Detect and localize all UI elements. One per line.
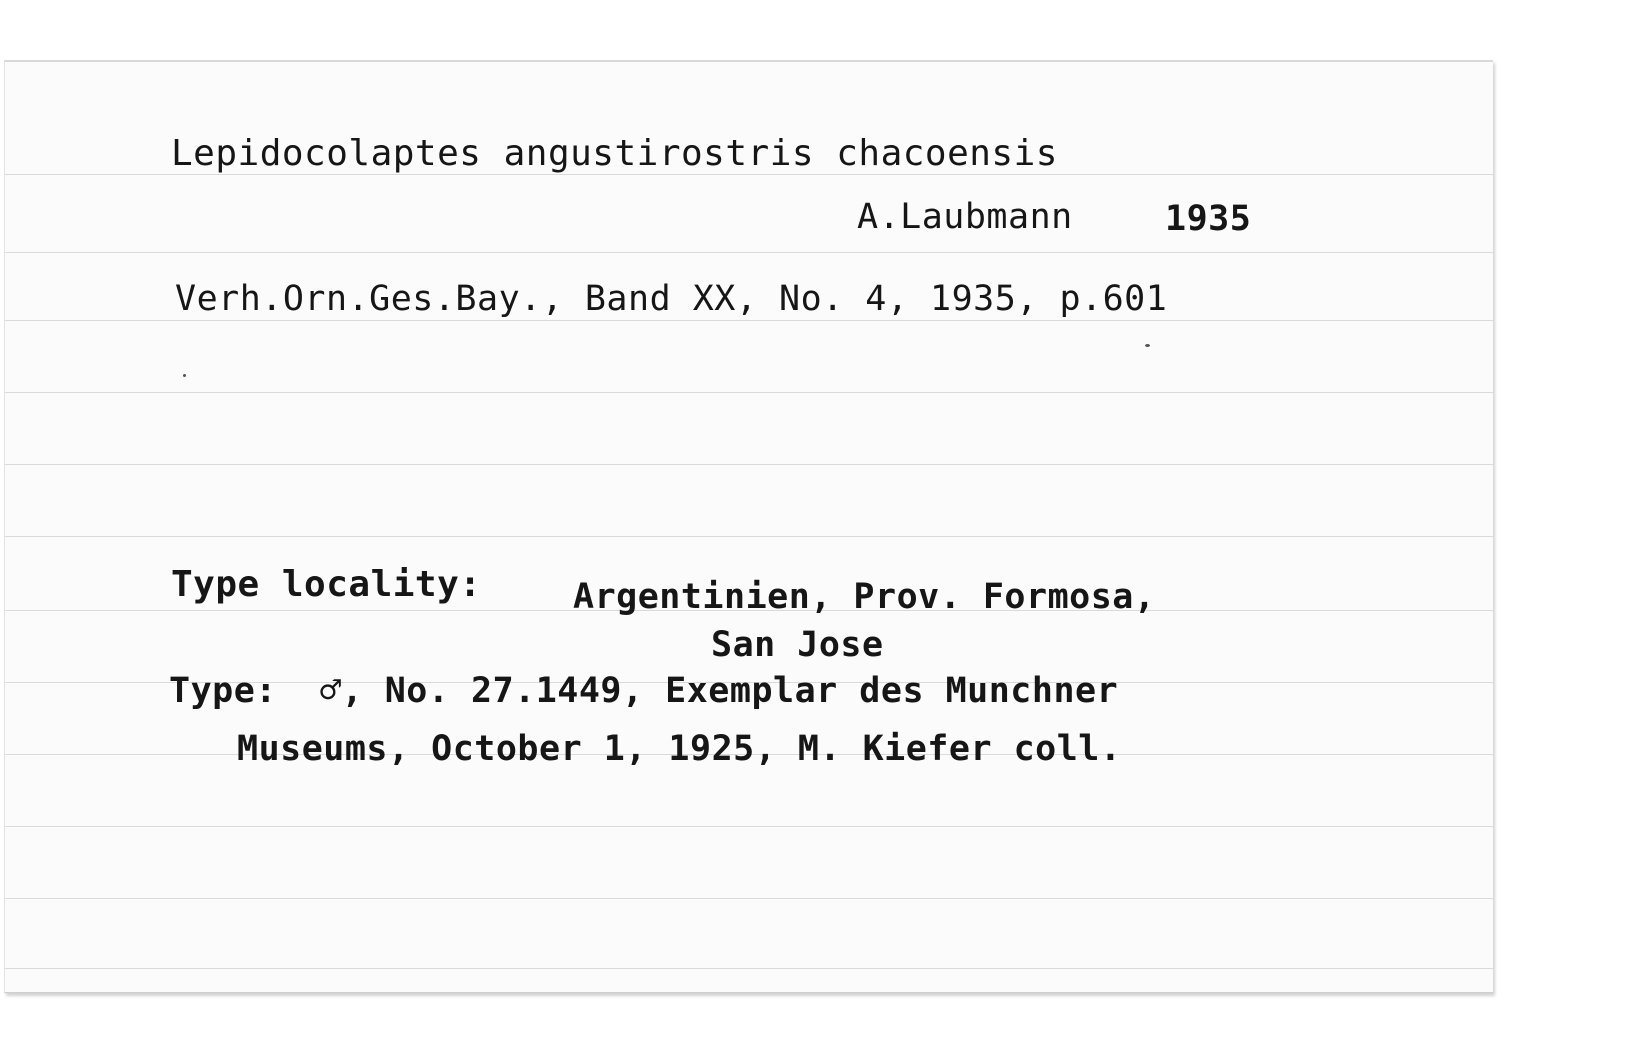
ruled-line — [5, 392, 1493, 393]
type-locality-line-2: San Jose — [711, 625, 884, 665]
type-line-1: Type: ♂, No. 27.1449, Exemplar des Munchner — [169, 671, 1119, 711]
citation: Verh.Orn.Ges.Bay., Band XX, No. 4, 1935, p.601 — [175, 279, 1168, 319]
ink-speck — [1145, 344, 1150, 347]
type-locality-label: Type locality: — [171, 564, 482, 605]
ruled-line — [5, 320, 1493, 321]
type-locality-line-1: Argentinien, Prov. Formosa, — [573, 577, 1156, 617]
year: 1935 — [1165, 199, 1252, 239]
ruled-line — [5, 464, 1493, 465]
ruled-line — [5, 174, 1493, 175]
index-card — [4, 60, 1493, 993]
ruled-line — [5, 968, 1493, 969]
taxon-name: Lepidocolaptes angustirostris chacoensis — [171, 133, 1058, 174]
ruled-line — [5, 536, 1493, 537]
author-name: A.Laubmann — [857, 197, 1073, 237]
ink-speck — [183, 374, 186, 377]
ruled-line — [5, 826, 1493, 827]
ruled-line — [5, 252, 1493, 253]
type-line-2: Museums, October 1, 1925, M. Kiefer coll. — [237, 729, 1122, 769]
ruled-line — [5, 898, 1493, 899]
